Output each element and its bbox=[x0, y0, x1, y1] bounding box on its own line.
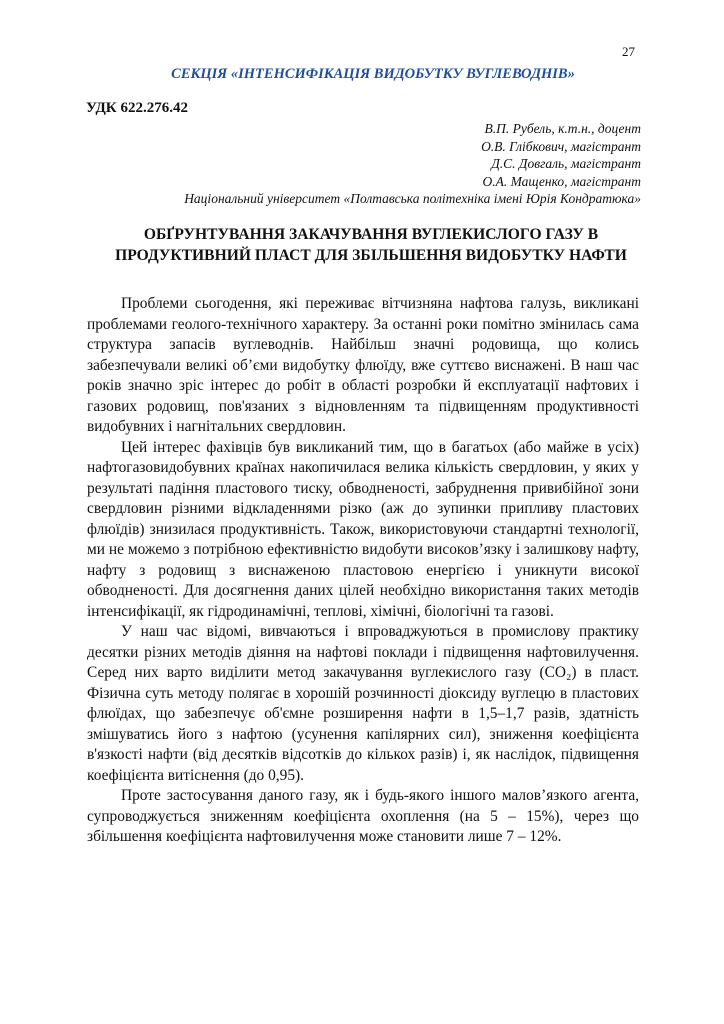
section-header: СЕКЦІЯ «ІНТЕНСИФІКАЦІЯ ВИДОБУТКУ ВУГЛЕВОДНІВ» bbox=[171, 66, 575, 82]
udk-code: УДК 622.276.42 bbox=[86, 100, 188, 116]
paragraph: Проблеми сьогодення, які переживає вітчизняна нафтова галузь, викликані проблемами геолого-технічного характеру. За останні роки помітно змінилась сама структура запасів вуглеводнів. Найбільш значні родовища, що колись забезпечували великі об’єми видобутку флюїду, вже суттєво виснажені. В наш час років значно зріс інтерес до робіт в області розробки й експлуатації нафтових і газових родовищ, пов'язаних з відновленням та підвищенням продуктивності видобувних і нагнітальних свердловин. bbox=[87, 295, 639, 435]
affiliation: Національний університет «Полтавська політехніка імені Юрія Кондратюка» bbox=[184, 191, 641, 206]
paragraph: У наш час відомі, вивчаються і впроваджуються в промислову практику десятки різних методів діяння на нафтові поклади і підвищення нафтовилучення. Серед них варто виділити метод закачування вуглекислого газу (CO₂) в пласт. Фізична суть методу полягає в хорошій розчинності діоксиду вуглецю в пластових флюїдах, що забезпечує об'ємне розширення нафти в 1,5–1,7 разів, здатність змішуватись його з нафтою (усунення капілярних сил), зниження коефіцієнта в'язкості нафти (від десятків відсотків до кількох разів) і, як наслідок, підвищення коефіцієнта витіснення (до 0,95). bbox=[87, 623, 639, 784]
body-text bbox=[87, 294, 639, 848]
author-block bbox=[184, 120, 641, 208]
author-line: Д.С. Довгаль, магістрант bbox=[491, 156, 641, 171]
page-number: 27 bbox=[622, 44, 635, 59]
paragraph: Проте застосування даного газу, як і будь-якого іншого малов’язкого агента, супроводжується зниженням коефіцієнта охоплення (на 5 – 15%), через що збільшення коефіцієнта нафтовилучення може становити лише 7 – 12%. bbox=[87, 787, 639, 845]
author-line: О.А. Мащенко, магістрант bbox=[482, 173, 641, 189]
paper-title: ОБҐРУНТУВАННЯ ЗАКАЧУВАННЯ ВУГЛЕКИСЛОГО ГАЗУ В ПРОДУКТИВНИЙ ПЛАСТ ДЛЯ ЗБІЛЬШЕННЯ ВИДОБУТКУ НАФТИ bbox=[115, 226, 627, 264]
author-line: О.В. Глібкович, магістрант bbox=[481, 138, 641, 154]
paragraph: Цей інтерес фахівців був викликаний тим, що в багатьох (або майже в усіх) нафтогазовидобувних країнах накопичилася велика кількість свердловин, у яких у результаті падіння пластового тиску, обводненості, забруднення привибійної зони свердловин різними відкладеннями різко (аж до зупинки припливу пластових флюїдів) знизилася продуктивність. Також, використовуючи стандартні технології, ми не можемо з потрібною ефективністю видобути високов’язку і залишкову нафту, нафту з родовищ з виснаженою пластовою енергією і уникнути високої обводненості. Для досягнення даних цілей необхідно використання таких методів інтенсифікації, як гідродинамічні, теплові, хімічні, біологічні та газові. bbox=[87, 438, 639, 620]
author-line: В.П. Рубель, к.т.н., доцент bbox=[484, 121, 641, 136]
